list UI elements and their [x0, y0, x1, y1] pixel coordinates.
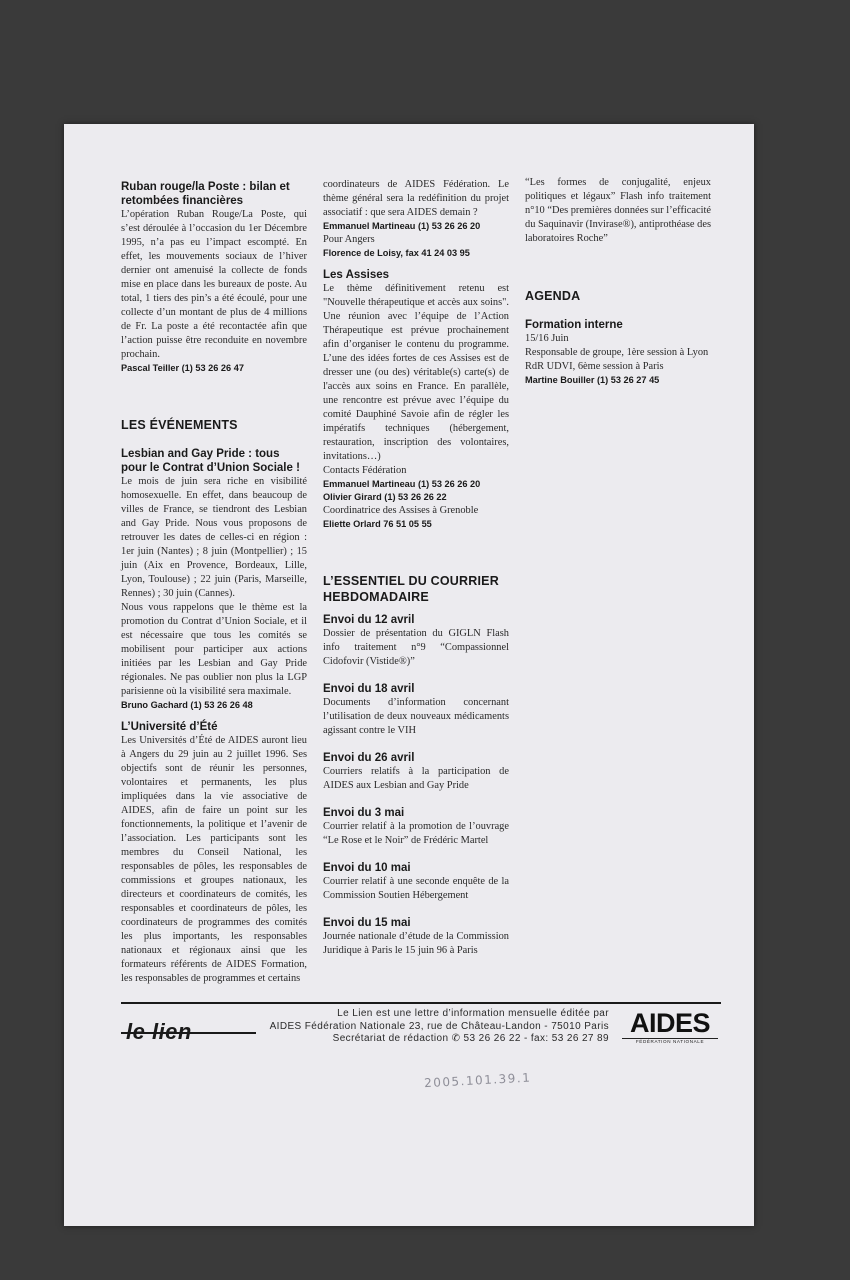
list-item	[323, 806, 509, 848]
footer-divider	[121, 1002, 721, 1004]
contact-assises-martineau: Emmanuel Martineau (1) 53 26 26 20	[323, 479, 481, 489]
section-heading-courrier: L’ESSENTIEL DU COURRIER HEBDOMADAIRE	[323, 574, 499, 604]
envoi-title: Envoi du 3 mai	[323, 807, 405, 819]
article-body-pride-2: Nous vous rappelons que le thème est la promotion du Contrat d’Union Sociale, et il est nécessaire que tous les comités se mobilisent pour participer aux actions initiées par les Lesbian and Gay Pride régionales. Ne pas oublier non plus la LGP parisienne où la visibilité sera maximale.	[121, 602, 307, 697]
handwritten-accession-number: 2005.101.39.1	[423, 1070, 532, 1091]
column-2	[323, 178, 509, 971]
agenda-title-formation: Formation interne	[525, 319, 623, 331]
envoi-title: Envoi du 26 avril	[323, 752, 415, 764]
list-item	[323, 916, 509, 958]
article-title-pride: Lesbian and Gay Pride : tous pour le Contrat d’Union Sociale !	[121, 448, 300, 474]
list-item	[323, 613, 509, 669]
envoi-title: Envoi du 12 avril	[323, 614, 415, 626]
article-body-universite: Les Universités d’Été de AIDES auront lieu à Angers du 29 juin au 2 juillet 1996. Ses objectifs sont de réunir les personnes, volontaires et permanents, les plus impliquées dans la vie associative de AIDES, afin de faire un point sur les fonctionnements, la politique et l’avenir de l’association. Les participants sont les membres du Conseil National, les responsables de pôles, les responsables de commissions et groupes nationaux, les directeurs et coordinateurs de comités, les responsables et coordinateurs de pôles, les coordinateurs de programmes des comités les plus importants, les responsables nationaux et régionaux ainsi que les formateurs référents de AIDES Formation, les responsables de programmes et certains	[121, 735, 307, 984]
agenda-date: 15/16 Juin	[525, 333, 569, 344]
envoi-body: Courrier relatif à une seconde enquête de la Commission Soutien Hébergement	[323, 876, 509, 901]
envoi-body-cont: “Les formes de conjugalité, enjeux politiques et légaux” Flash info traitement n°10 “Des premières données sur l’efficacité du Saquinavir (Invirase®), antiprothéase des laboratoires Roche”	[525, 177, 712, 244]
envoi-body: Documents d’information concernant l’utilisation de deux nouveaux médicaments agissant contre le VIH	[323, 697, 509, 736]
contact-pride: Bruno Gachard (1) 53 26 26 48	[121, 700, 253, 710]
article-title-universite: L’Université d’Été	[121, 721, 218, 733]
list-item	[323, 682, 509, 738]
aides-logo	[622, 1008, 718, 1048]
envoi-title: Envoi du 10 mai	[323, 862, 411, 874]
list-item	[323, 861, 509, 903]
article-title-ruban: Ruban rouge/la Poste : bilan et retombées financières	[121, 181, 290, 207]
article-body-universite-cont: coordinateurs de AIDES Fédération. Le thème général sera la redéfinition du projet associatif : que sera AIDES demain ?	[323, 179, 509, 218]
agenda-line-2: RdR UDVI, 6ème session à Paris	[525, 361, 664, 372]
footer-masthead	[259, 1008, 609, 1046]
list-item	[323, 751, 509, 793]
envoi-title: Envoi du 18 avril	[323, 683, 415, 695]
envoi-body: Courriers relatifs à la participation de AIDES aux Lesbian and Gay Pride	[323, 766, 509, 791]
footer-line-2: AIDES Fédération Nationale 23, rue de Château-Landon - 75010 Paris	[269, 1020, 609, 1032]
article-body-pride-1: Le mois de juin sera riche en visibilité homosexuelle. En effet, dans beaucoup de villes de France, se tiendront des Lesbian and Gay Pride. Nous vous proposons de retrouver les dates de celles-ci en région : 1er juin (Nantes) ; 8 juin (Montpellier) ; 15 juin (Aix en Provence, Bordeaux, Lille, Lyon, Toulouse) ; 22 juin (Paris, Marseille, Rennes) ; 30 juin (Cannes).	[121, 476, 307, 599]
article-title-assises: Les Assises	[323, 269, 390, 281]
contact-martineau: Emmanuel Martineau (1) 53 26 26 20	[323, 221, 481, 231]
footer-line-3: Secrétariat de rédaction ✆ 53 26 26 22 - fax: 53 26 27 89	[332, 1033, 609, 1044]
footer-line-1: Le Lien est une lettre d’information mensuelle éditée par	[337, 1008, 609, 1019]
article-body-assises: Le thème définitivement retenu est "Nouvelle thérapeutique et accès aux soins". Une réunion avec l’équipe de l’Action Thérapeutique est prévue prochainement afin d’organiser le contenu du programme. L’une des idées fortes de ces Assises est de dresser une (ou des) véritable(s) carte(s) de l'accès aux soins en France. En parallèle, une rencontre est prévue avec l’équipe du comité Dauphiné Savoie afin de régler les impératifs techniques (hébergement, restauration, inscription des volontaires, invitations…)	[323, 283, 509, 462]
contact-formation: Martine Bouiller (1) 53 26 27 45	[525, 375, 660, 385]
article-body-ruban: L’opération Ruban Rouge/La Poste, qui s’est déroulée à l’occasion du 1er Décembre 1995, n’a pas eu l’impact escompté. En effet, les mouvements sociaux de l’hiver dernier ont amenuisé la collecte de fonds mise en place dans les bureaux de poste. Au total, 1 tiers des pin’s a été écoulé, pour une collecte d’un montant de plus de 4 millions de Fr. La poste a été recontactée afin que l’action puisse être reconduite en novembre prochain.	[121, 209, 307, 360]
newsletter-page	[64, 124, 754, 1226]
logo-text: le lien	[126, 1019, 192, 1044]
envoi-body: Dossier de présentation du GIGLN Flash info traitement n°9 “Compassionnel Cidofovir (Vistide®)”	[323, 628, 509, 667]
envoi-title: Envoi du 15 mai	[323, 917, 411, 929]
envoi-body: Courrier relatif à la promotion de l’ouvrage “Le Rose et le Noir” de Frédéric Martel	[323, 821, 509, 846]
contact-ruban: Pascal Teiller (1) 53 26 26 47	[121, 363, 244, 373]
aides-logo-word: AIDES	[629, 1008, 711, 1038]
agenda-line-1: Responsable de groupe, 1ère session à Lyon	[525, 347, 709, 358]
le-lien-logo	[121, 1017, 256, 1047]
coordinatrice-label: Coordinatrice des Assises à Grenoble	[323, 505, 479, 516]
section-heading-evenements: LES ÉVÉNEMENTS	[121, 418, 238, 432]
contacts-federation-label: Contacts Fédération	[323, 465, 407, 476]
column-3	[525, 176, 711, 387]
contact-assises-girard: Olivier Girard (1) 53 26 26 22	[323, 492, 447, 502]
envoi-body: Journée nationale d’étude de la Commission Juridique à Paris le 15 juin 96 à Paris	[323, 931, 509, 956]
pour-angers-label: Pour Angers	[323, 234, 375, 245]
contact-loisy: Florence de Loisy, fax 41 24 03 95	[323, 248, 470, 258]
aides-logo-tagline: FÉDÉRATION NATIONALE	[622, 1038, 718, 1045]
column-1	[121, 180, 307, 986]
section-heading-agenda: AGENDA	[525, 289, 581, 303]
contact-assises-orlard: Eliette Orlard 76 51 05 55	[323, 519, 432, 529]
